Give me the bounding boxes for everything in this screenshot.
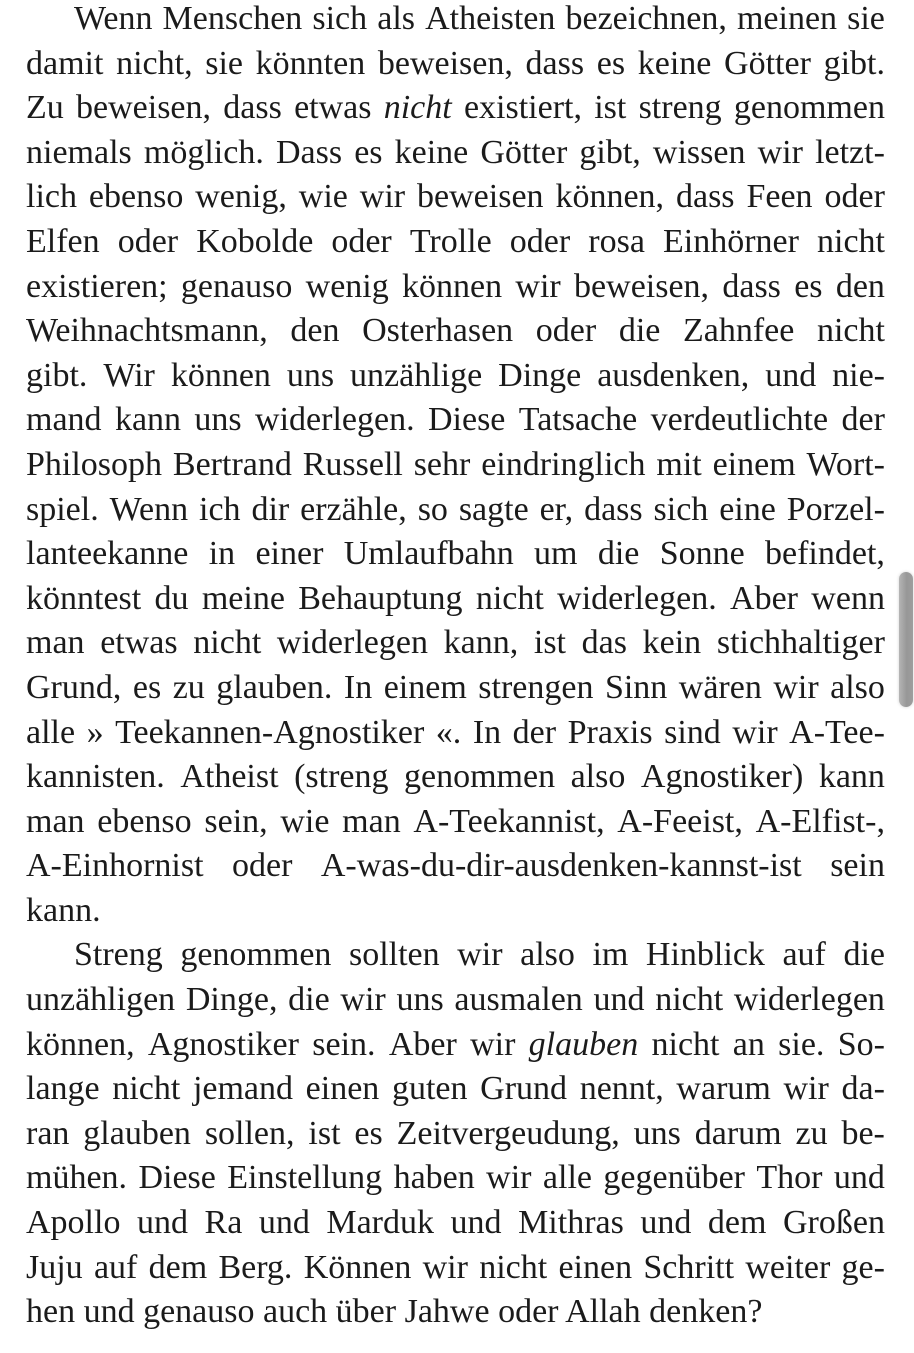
word: Grund, — [26, 668, 122, 706]
paragraph — [26, 933, 885, 1334]
word: sind — [664, 713, 721, 751]
word: wissen — [652, 133, 746, 171]
word: Kobolde — [196, 222, 314, 260]
text-line — [26, 309, 885, 354]
word: wir — [783, 1070, 829, 1108]
word: Umlaufbahn — [343, 535, 514, 573]
word: Menschen — [162, 0, 303, 37]
word: genommen — [733, 89, 885, 127]
text-line — [26, 711, 885, 756]
word: zu — [795, 1114, 828, 1152]
word: und — [640, 1204, 692, 1242]
word: Zu — [26, 89, 64, 127]
word: ist — [308, 1114, 341, 1152]
word: dass — [223, 89, 282, 127]
text-line — [26, 978, 885, 1023]
word: kann, — [443, 624, 519, 662]
word: der — [841, 401, 885, 439]
word: Juju — [26, 1248, 83, 1286]
word: da- — [841, 1070, 885, 1108]
word: Praxis — [567, 713, 653, 751]
word: Wort- — [806, 445, 885, 483]
word: und — [593, 981, 645, 1019]
word: A-Teekannist, — [413, 802, 605, 840]
word: Götter — [724, 44, 811, 82]
word: warum — [676, 1070, 771, 1108]
word: strengen — [478, 668, 594, 706]
word: Atheisten — [425, 0, 556, 37]
word: Einstellung — [227, 1159, 383, 1197]
word: Russell — [302, 445, 403, 483]
word: gegenüber — [603, 1159, 745, 1197]
word: und — [136, 1204, 188, 1242]
text-line — [26, 621, 885, 666]
word: uns — [396, 981, 444, 1019]
word: Hinblick — [645, 936, 765, 974]
word: Diese — [138, 1159, 216, 1197]
word: Feen — [746, 178, 813, 216]
text-line — [26, 666, 885, 711]
word: widerlegen. — [557, 579, 717, 617]
word: es — [132, 668, 162, 706]
text-line — [26, 1201, 885, 1246]
word: dem — [148, 1248, 208, 1286]
word: oder — [535, 312, 597, 350]
word: und — [833, 1159, 885, 1197]
word: Elfen — [26, 222, 100, 260]
text-line — [26, 1067, 885, 1112]
word: die — [843, 936, 885, 974]
word: nicht — [112, 1070, 181, 1108]
word: wie — [280, 802, 330, 840]
word: wir — [470, 1025, 516, 1063]
word: darum — [694, 1114, 782, 1152]
word: mit — [656, 445, 702, 483]
word: glauben. — [216, 668, 333, 706]
word: etwas — [100, 624, 178, 662]
word: keine — [394, 133, 469, 171]
word: so — [417, 490, 448, 528]
word: lich — [26, 178, 77, 216]
word: A-Elfist-, — [755, 802, 885, 840]
word: sie — [205, 44, 244, 82]
word: der — [512, 713, 557, 751]
word: eine — [719, 490, 776, 528]
word: nicht — [816, 312, 885, 350]
word: Aber — [730, 579, 798, 617]
word: jemand — [192, 1070, 294, 1108]
word: sollten — [348, 936, 440, 974]
word: wenn — [811, 579, 885, 617]
text-run: hen und genauso auch über Jahwe oder Allah denken? — [26, 1293, 763, 1331]
word: sagte — [458, 490, 529, 528]
word: sie — [847, 0, 885, 37]
word: A-Feeist, — [617, 802, 743, 840]
word: oder — [331, 222, 392, 260]
word: nicht, — [116, 44, 193, 82]
word: spiel. — [26, 490, 99, 528]
text-line — [26, 755, 885, 800]
word: oder — [232, 847, 293, 885]
text-line — [26, 443, 885, 488]
word: könntest — [26, 579, 142, 617]
word: das — [581, 624, 627, 662]
word: Schritt — [643, 1248, 735, 1286]
word: sehr — [413, 445, 471, 483]
text-run: kann. — [26, 891, 101, 929]
text-line — [26, 577, 885, 622]
word: die — [597, 535, 640, 573]
word: ist — [533, 624, 566, 662]
word: Osterhasen — [362, 312, 514, 350]
word: A-Einhornist — [26, 847, 204, 885]
word: sich — [312, 0, 368, 37]
word: genommen — [180, 936, 332, 974]
word: nie- — [832, 356, 885, 394]
word: können — [402, 267, 503, 305]
word: sollen, — [204, 1114, 295, 1152]
word: meine — [201, 579, 285, 617]
word: ebenso — [88, 178, 184, 216]
word: Ra — [204, 1204, 243, 1242]
word: auf — [93, 1248, 138, 1286]
word: guten — [391, 1070, 468, 1108]
word: letzt- — [815, 133, 885, 171]
text-line — [26, 131, 885, 176]
text-line — [26, 889, 885, 934]
word: also — [520, 936, 575, 974]
word: einer — [255, 535, 324, 573]
word: und — [450, 1204, 502, 1242]
word: nicht — [655, 981, 724, 1019]
word: beweisen, — [574, 267, 710, 305]
word: Können — [303, 1248, 412, 1286]
word: stichhaltiger — [716, 624, 885, 662]
word: Zahnfee — [682, 312, 795, 350]
word: ausmalen — [454, 981, 583, 1019]
word: widerlegen — [733, 981, 885, 1019]
word: oder — [509, 222, 571, 260]
word: dem — [707, 1204, 767, 1242]
word: wir — [457, 936, 503, 974]
word: es — [354, 1114, 383, 1152]
word: Grund — [480, 1070, 568, 1108]
paragraph — [26, 0, 885, 933]
word: be- — [841, 1114, 885, 1152]
word: beweisen, — [377, 44, 513, 82]
word: » — [86, 713, 104, 751]
word: weiter — [745, 1248, 831, 1286]
word: kein — [642, 624, 702, 662]
word: Teekannen-Agnostiker — [115, 713, 425, 751]
word: damit — [26, 44, 104, 82]
word: die — [618, 312, 661, 350]
word: könnten — [255, 44, 366, 82]
word: gibt. — [823, 44, 885, 82]
word: wenig, — [195, 178, 287, 216]
word: oder — [824, 178, 885, 216]
word: Götter — [480, 133, 568, 171]
word: verdeutlichte — [650, 401, 829, 439]
word: A-was-du-dir-ausdenken-kannst-ist — [320, 847, 802, 885]
word: Trolle — [409, 222, 492, 260]
word: ran — [26, 1114, 70, 1152]
word: A-Tee- — [789, 713, 885, 751]
word: einem — [712, 445, 796, 483]
word: bezeichnen, — [565, 0, 727, 37]
word: genommen — [404, 758, 556, 796]
word: sie. — [778, 1025, 825, 1063]
text-line — [26, 1290, 885, 1335]
word: gibt, — [579, 133, 641, 171]
italic-word: nicht — [383, 89, 452, 127]
scrollbar-thumb[interactable] — [899, 572, 913, 707]
word: ge- — [841, 1248, 885, 1286]
word: und — [258, 1204, 310, 1242]
word: Atheist — [180, 758, 279, 796]
word: alle — [542, 1159, 592, 1197]
word: sein. — [312, 1025, 376, 1063]
word: an — [732, 1025, 765, 1063]
word: Marduk — [326, 1204, 435, 1242]
word: dass — [584, 490, 643, 528]
word: dass — [722, 267, 781, 305]
word: als — [377, 0, 416, 37]
word: Sonne — [659, 535, 745, 573]
word: haben — [393, 1159, 475, 1197]
word: können, — [26, 1025, 135, 1063]
word: wenig — [305, 267, 389, 305]
word: beweisen — [417, 178, 544, 216]
word: alle — [26, 713, 76, 751]
word: befindet, — [765, 535, 885, 573]
word: kann — [114, 401, 182, 439]
word: mühen. — [26, 1159, 128, 1197]
word: wir — [486, 1159, 532, 1197]
italic-word: glauben — [528, 1025, 639, 1063]
word: es — [596, 44, 626, 82]
word: einen — [558, 1248, 633, 1286]
word: man — [26, 624, 85, 662]
word: Agnostiker) — [640, 758, 804, 796]
word: man — [26, 802, 85, 840]
word: nennt, — [579, 1070, 664, 1108]
word: existieren; — [26, 267, 168, 305]
word: unzählige — [350, 356, 483, 394]
word: So- — [837, 1025, 885, 1063]
text-line — [26, 488, 885, 533]
word: In — [343, 668, 373, 706]
word: Wenn — [109, 490, 189, 528]
word: nicht — [651, 1025, 720, 1063]
word: sich — [653, 490, 709, 528]
word: unzähligen — [26, 981, 176, 1019]
text-line — [26, 354, 885, 399]
word: «. — [435, 713, 462, 751]
word: Thor — [756, 1159, 823, 1197]
word: Weihnachtsmann, — [26, 312, 268, 350]
word: oder — [117, 222, 179, 260]
text-column — [26, 0, 885, 1335]
word: Aber — [388, 1025, 457, 1063]
word: Streng — [74, 936, 163, 974]
word: lange — [26, 1070, 100, 1108]
word: dass — [525, 44, 585, 82]
word: Tatsache — [518, 401, 638, 439]
word: wir — [422, 1248, 468, 1286]
word: existiert, — [463, 89, 582, 127]
word: im — [592, 936, 629, 974]
word: wir — [757, 133, 803, 171]
word: dass — [675, 178, 735, 216]
text-line — [26, 1023, 885, 1068]
word: ebenso — [97, 802, 192, 840]
text-line — [26, 800, 885, 845]
text-line — [26, 175, 885, 220]
word: die — [288, 981, 330, 1019]
word: Wenn — [74, 0, 153, 37]
word: und — [765, 356, 817, 394]
word: wie — [298, 178, 348, 216]
word: Großen — [783, 1204, 885, 1242]
word: also — [830, 668, 885, 706]
text-line — [26, 220, 885, 265]
word: widerlegen. — [255, 401, 415, 439]
text-line — [26, 398, 885, 443]
text-line — [26, 42, 885, 87]
word: einem — [383, 668, 467, 706]
word: uns — [194, 401, 242, 439]
word: ausdenken, — [597, 356, 750, 394]
text-line — [26, 1156, 885, 1201]
word: Wir — [103, 356, 155, 394]
word: du — [154, 579, 189, 617]
word: den — [290, 312, 340, 350]
word: Dass — [275, 133, 343, 171]
word: dir — [251, 490, 290, 528]
word: wir — [515, 267, 561, 305]
word: um — [534, 535, 578, 573]
word: glauben — [83, 1114, 191, 1152]
word: wir — [340, 981, 386, 1019]
word: es — [354, 133, 383, 171]
word: genauso — [180, 267, 293, 305]
word: meinen — [736, 0, 838, 37]
word: (streng — [294, 758, 389, 796]
word: zu — [172, 668, 205, 706]
word: Dinge — [498, 356, 582, 394]
word: etwas — [294, 89, 372, 127]
word: er, — [539, 490, 574, 528]
text-line — [26, 844, 885, 889]
word: sein — [830, 847, 885, 885]
text-line — [26, 532, 885, 577]
word: Bertrand — [172, 445, 292, 483]
word: Einhörner — [662, 222, 799, 260]
word: niemals — [26, 133, 132, 171]
word: in — [208, 535, 236, 573]
text-line — [26, 0, 885, 42]
word: Apollo — [26, 1204, 121, 1242]
word: also — [570, 758, 626, 796]
text-line — [26, 933, 885, 978]
word: Dinge, — [185, 981, 278, 1019]
word: lanteekanne — [26, 535, 189, 573]
word: wir — [359, 178, 406, 216]
word: Behauptung — [298, 579, 463, 617]
word: mand — [26, 401, 102, 439]
word: einen — [305, 1070, 380, 1108]
text-line — [26, 1246, 885, 1291]
word: streng — [638, 89, 722, 127]
word: widerlegen — [276, 624, 428, 662]
word: man — [342, 802, 401, 840]
word: Diese — [427, 401, 506, 439]
word: wir — [773, 668, 819, 706]
word: In — [472, 713, 502, 751]
word: nicht — [475, 579, 544, 617]
word: es — [794, 267, 823, 305]
word: nicht — [817, 222, 885, 260]
text-line — [26, 265, 885, 310]
word: Mithras — [518, 1204, 624, 1242]
word: rosa — [588, 222, 645, 260]
word: nicht — [479, 1248, 548, 1286]
word: können — [170, 356, 271, 394]
word: beweisen, — [76, 89, 212, 127]
word: Agnostiker — [147, 1025, 299, 1063]
word: uns — [633, 1114, 681, 1152]
word: den — [835, 267, 885, 305]
word: Porzel- — [786, 490, 885, 528]
word: eindringlich — [481, 445, 646, 483]
word: kann — [818, 758, 885, 796]
word: gibt. — [26, 356, 88, 394]
text-line — [26, 86, 885, 131]
word: ist — [594, 89, 627, 127]
word: Sinn — [604, 668, 668, 706]
word: wir — [732, 713, 778, 751]
word: erzähle, — [300, 490, 407, 528]
word: möglich. — [143, 133, 264, 171]
word: sein, — [204, 802, 268, 840]
word: wären — [678, 668, 762, 706]
word: Zeitvergeudung, — [396, 1114, 620, 1152]
word: Philosoph — [26, 445, 163, 483]
word: nicht — [193, 624, 262, 662]
text-line — [26, 1112, 885, 1157]
word: auf — [782, 936, 826, 974]
word: ich — [199, 490, 241, 528]
word: kannisten. — [26, 758, 165, 796]
word: uns — [286, 356, 335, 394]
word: keine — [637, 44, 712, 82]
word: können, — [555, 178, 665, 216]
word: Berg. — [218, 1248, 293, 1286]
